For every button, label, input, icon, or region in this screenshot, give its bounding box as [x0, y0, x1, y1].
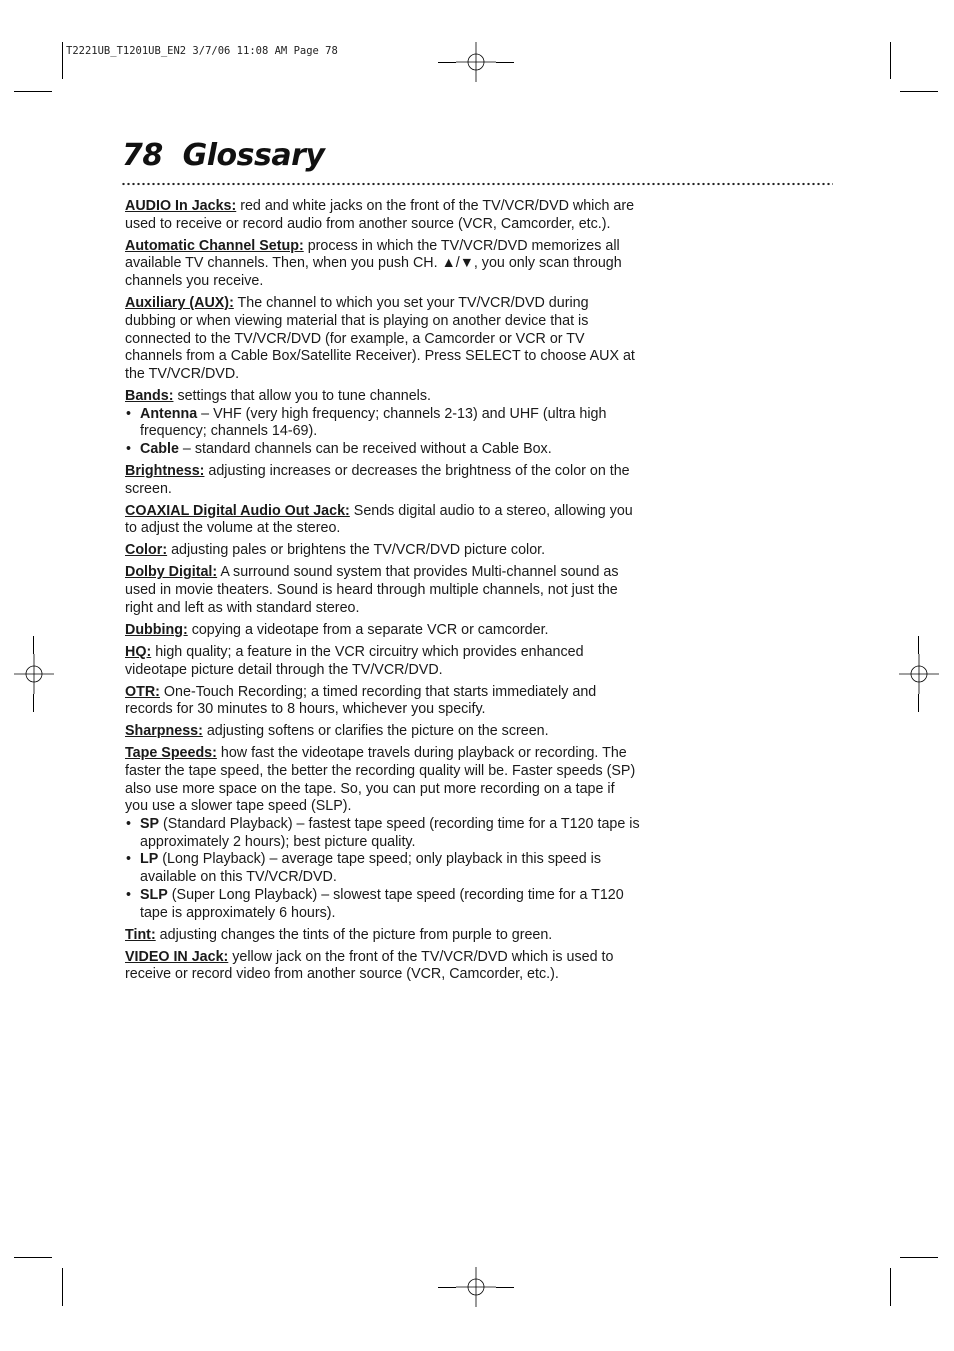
glossary-list: [125, 198, 640, 988]
bullet-text: (Standard Playback) – fastest tape speed (recording time for a T120 tape is approximately 2 hours); best picture quality.: [140, 816, 640, 850]
glossary-definition: copying a videotape from a separate VCR or camcorder.: [187, 621, 549, 638]
registration-line-left-bottom: [33, 694, 34, 712]
glossary-term: Color:: [125, 542, 168, 559]
glossary-term: COAXIAL Digital Audio Out Jack:: [125, 502, 350, 519]
glossary-definition: settings that allow you to tune channels.: [173, 387, 431, 404]
glossary-entry-bands: [125, 388, 640, 406]
glossary-definition: adjusting softens or clarifies the picture on the screen.: [202, 723, 549, 740]
glossary-entry-color: [125, 542, 640, 560]
crop-mark-top-left-horizontal: [14, 91, 52, 92]
list-item: [125, 441, 640, 459]
bullet-text: (Long Playback) – average tape speed; only playback in this speed is available on this TV/VCR/DVD.: [140, 851, 601, 886]
registration-line-right-bottom: [918, 694, 919, 712]
tape-speeds-bullet-list: [125, 816, 640, 922]
glossary-term: Dolby Digital:: [125, 564, 218, 581]
glossary-entry-video-in-jack: [125, 949, 640, 984]
crop-mark-top-right-horizontal: [900, 91, 938, 92]
registration-line-top-right: [496, 62, 514, 63]
glossary-term: Automatic Channel Setup:: [125, 237, 304, 254]
glossary-entry-audio-in-jacks: [125, 198, 640, 233]
printer-slug: T2221UB_T1201UB_EN2 3/7/06 11:08 AM Page 78: [66, 45, 338, 57]
bullet-term: SLP: [140, 886, 168, 903]
bullet-text: – VHF (very high frequency; channels 2-13) and UHF (ultra high frequency; channels 14-69).: [140, 405, 607, 440]
crop-mark-top-right-vertical: [890, 42, 891, 79]
list-item: [125, 887, 640, 922]
glossary-entry-otr: [125, 684, 640, 719]
bullet-term: SP: [140, 816, 160, 833]
crop-mark-bottom-left-horizontal: [14, 1257, 52, 1258]
glossary-entry-tint: [125, 927, 640, 945]
glossary-definition: process in which the TV/VCR/DVD memorizes all available TV channels. Then, when you push CH. ▲/▼, you only scan through channels you receive.: [125, 237, 622, 290]
glossary-term: Brightness:: [125, 463, 205, 480]
glossary-term: Auxiliary (AUX):: [125, 295, 234, 312]
glossary-term: VIDEO IN Jack:: [125, 948, 229, 965]
registration-mark-left-icon: [14, 654, 54, 694]
dotted-rule: [121, 182, 833, 186]
glossary-term: Tint:: [125, 926, 156, 943]
glossary-definition: adjusting pales or brightens the TV/VCR/DVD picture color.: [167, 542, 546, 559]
list-item: [125, 406, 640, 441]
glossary-definition: adjusting changes the tints of the picture from purple to green.: [155, 926, 553, 943]
crop-mark-bottom-left-vertical: [62, 1268, 63, 1306]
registration-line-bottom-right: [496, 1287, 514, 1288]
page-number: 78: [122, 138, 163, 173]
glossary-definition: red and white jacks on the front of the TV/VCR/DVD which are used to receive or record audio from another source (VCR, Camcorder, etc.).: [125, 198, 635, 232]
crop-mark-top-left-vertical: [62, 42, 63, 79]
glossary-entry-hq: [125, 644, 640, 679]
glossary-definition: high quality; a feature in the VCR circuitry which provides enhanced videotape picture detail through the TV/VCR/DVD.: [125, 643, 584, 678]
glossary-entry-brightness: [125, 463, 640, 498]
glossary-term: HQ:: [125, 643, 152, 660]
glossary-entry-dubbing: [125, 622, 640, 640]
glossary-definition: One-Touch Recording; a timed recording that starts immediately and records for 30 minutes to 8 hours, whichever you specify.: [125, 683, 597, 718]
glossary-entry-tape-speeds: [125, 745, 640, 816]
glossary-definition: how fast the videotape travels during playback or recording. The faster the tape speed, the better the recording quality will be. Faster speeds (SP) also use more space on the tape. So, you can put more recording on a tape if you use a slower tape speed (SLP).: [125, 745, 636, 815]
bands-bullet-list: [125, 406, 640, 459]
registration-line-top-left: [438, 62, 456, 63]
page-title: [122, 138, 324, 173]
bullet-text: – standard channels can be received without a Cable Box.: [178, 441, 552, 458]
glossary-entry-coaxial: [125, 503, 640, 538]
crop-mark-bottom-right-vertical: [890, 1268, 891, 1306]
registration-mark-bottom-icon: [456, 1267, 496, 1307]
glossary-term: AUDIO In Jacks:: [125, 198, 237, 214]
crop-mark-bottom-right-horizontal: [900, 1257, 938, 1258]
glossary-definition: The channel to which you set your TV/VCR/DVD during dubbing or when viewing material that is playing on another device that is connected to the TV/VCR/DVD (for example, a Camcorder or VCR or TV channels from a Cable Box/Satellite Receiver). Press SELECT to choose AUX at the TV/VCR/DVD.: [125, 295, 635, 382]
glossary-definition: A surround sound system that provides Multi-channel sound as used in movie theaters. Sound is heard through multiple channels, not just the right and left as with standard stereo.: [125, 564, 619, 616]
glossary-entry-dolby-digital: [125, 564, 640, 617]
bullet-text: (Super Long Playback) – slowest tape speed (recording time for a T120 tape is approximately 6 hours).: [140, 886, 624, 921]
glossary-definition: Sends digital audio to a stereo, allowing you to adjust the volume at the stereo.: [125, 502, 633, 537]
glossary-definition: yellow jack on the front of the TV/VCR/DVD which is used to receive or record video from another source (VCR, Camcorder, etc.).: [125, 948, 614, 983]
registration-line-left-top: [33, 636, 34, 654]
registration-mark-top-icon: [456, 42, 496, 82]
glossary-term: Bands:: [125, 387, 174, 404]
list-item: [125, 816, 640, 851]
page-title-text: Glossary: [182, 138, 325, 173]
registration-line-right-top: [918, 636, 919, 654]
bullet-term: LP: [140, 851, 159, 868]
glossary-term: Sharpness:: [125, 723, 203, 740]
registration-line-bottom-left: [438, 1287, 456, 1288]
glossary-entry-sharpness: [125, 723, 640, 741]
bullet-term: Antenna: [140, 405, 198, 422]
list-item: [125, 851, 640, 886]
glossary-definition: adjusting increases or decreases the brightness of the color on the screen.: [125, 463, 630, 497]
glossary-term: Tape Speeds:: [125, 745, 217, 762]
bullet-term: Cable: [140, 441, 179, 458]
registration-mark-right-icon: [899, 654, 939, 694]
glossary-entry-automatic-channel-setup: [125, 238, 640, 291]
glossary-term: OTR:: [125, 683, 160, 700]
glossary-entry-auxiliary: [125, 295, 640, 384]
glossary-term: Dubbing:: [125, 621, 188, 638]
